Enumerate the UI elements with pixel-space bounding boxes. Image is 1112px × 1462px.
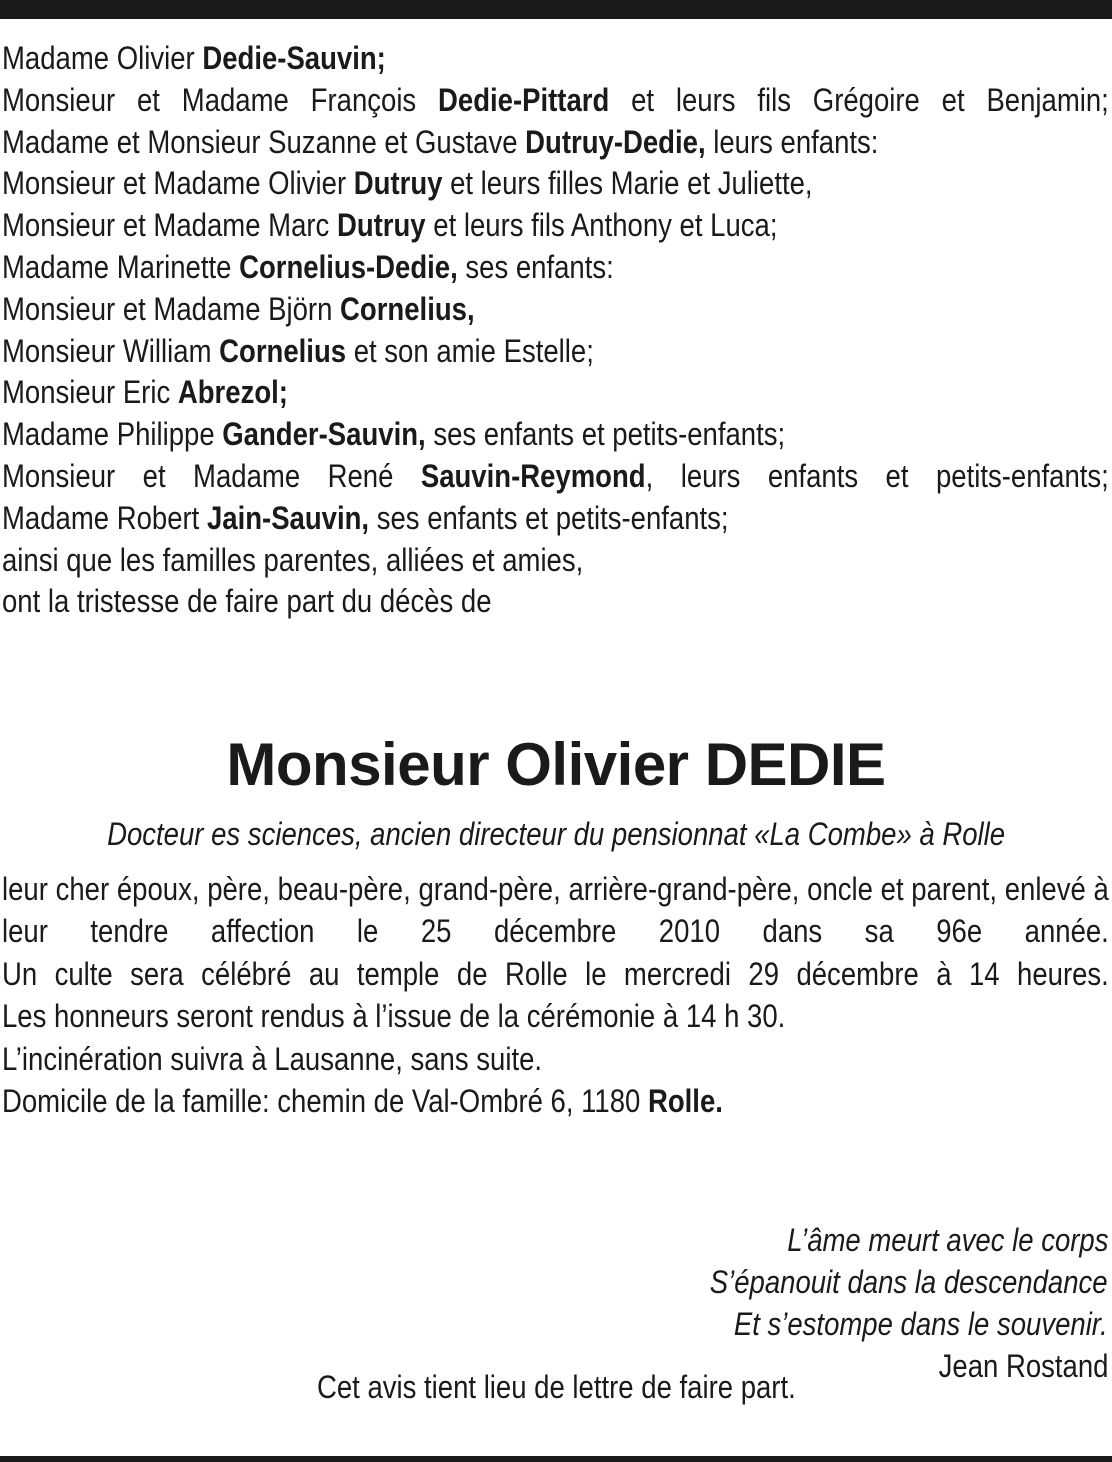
family-line-text: , leurs enfants et petits-enfants; (645, 457, 1109, 494)
family-line-name: Jain-Sauvin, (206, 499, 370, 536)
quote-block (408, 1219, 1108, 1387)
family-line-text: et leurs fils Grégoire et Benjamin; (609, 81, 1109, 118)
family-line-text: et leurs filles Marie et Juliette, (442, 165, 813, 202)
family-line-name: Cornelius, (340, 290, 475, 327)
address-town: Rolle. (647, 1083, 723, 1120)
family-line-name: Dedie-Sauvin; (202, 40, 386, 76)
family-line-text: Madame Olivier (2, 40, 203, 76)
family-line-name: Dutruy (336, 207, 426, 244)
family-line-name: Dutruy-Dedie, (525, 123, 706, 160)
announcement-paragraph: leur cher époux, père, beau-père, grand-père, arrière-grand-père, oncle et parent, enlevé à leur tendre affection le 25 décembre 2010 dans sa 96e année. (2, 871, 1109, 950)
family-line (2, 122, 1109, 164)
family-line (2, 205, 1109, 247)
family-line (2, 247, 1109, 289)
quote-line-text: Et s’estompe dans le souvenir. (734, 1306, 1108, 1342)
family-line-text: Monsieur William (2, 332, 220, 369)
family-line-name: Cornelius-Dedie, (239, 248, 458, 285)
announcement-paragraph: Un culte sera célébré au temple de Rolle le mercredi 29 décembre à 14 heures. (2, 955, 1109, 992)
family-line-name: Dedie-Pittard (438, 81, 610, 118)
quote-line-text: S’épanouit dans la descendance (710, 1264, 1108, 1300)
announcement-paragraph: L’incinération suivra à Lausanne, sans suite. (2, 1040, 543, 1077)
family-line-text: Monsieur Eric (2, 374, 178, 411)
family-line-text: leurs enfants: (705, 123, 879, 160)
family-line-text: Madame et Monsieur Suzanne et Gustave (2, 123, 526, 160)
announcement-body (2, 868, 1109, 1122)
family-line-text: Madame Philippe (2, 416, 223, 453)
family-line (2, 331, 1109, 373)
announcement-paragraph (2, 1080, 1109, 1122)
family-list (2, 38, 1109, 623)
announcement-paragraph: Les honneurs seront rendus à l’issue de la cérémonie à 14 h 30. (2, 998, 786, 1035)
quote-line-text: L’âme meurt avec le corps (786, 1222, 1108, 1258)
family-line-text: ses enfants et petits-enfants; (425, 416, 786, 453)
family-line (2, 163, 1109, 205)
family-line (2, 456, 1109, 498)
family-line (2, 289, 1109, 331)
footer-note-text: Cet avis tient lieu de lettre de faire part. (316, 1369, 796, 1405)
family-line-text: Monsieur et Madame François (2, 81, 439, 118)
quote-line (408, 1219, 1108, 1261)
family-line-text: Madame Robert (2, 499, 207, 536)
family-line-name: Sauvin-Reymond (420, 457, 646, 494)
footer-note (0, 1366, 1112, 1408)
family-line (2, 80, 1109, 122)
family-line-text: Monsieur et Madame Marc (2, 207, 337, 244)
closing-line: ainsi que les familles parentes, alliées et amies, (2, 541, 584, 578)
family-line (2, 372, 1109, 414)
family-line-name: Abrezol; (177, 374, 288, 411)
family-line-text: et son amie Estelle; (346, 332, 594, 369)
family-line-text: Monsieur et Madame René (2, 457, 421, 494)
family-line (2, 38, 1109, 80)
family-line-text: Madame Marinette (2, 248, 240, 285)
family-line-name: Gander-Sauvin, (222, 416, 426, 453)
deceased-title (0, 813, 1112, 855)
address-text: Domicile de la famille: chemin de Val-Ombré 6, 1180 (2, 1083, 648, 1120)
family-line (2, 414, 1109, 456)
bottom-rule (0, 1456, 1112, 1462)
quote-author-text: Jean Rostand (938, 1348, 1108, 1384)
closing-line: ont la tristesse de faire part du décès de (2, 583, 492, 620)
top-rule (0, 0, 1112, 19)
deceased-title-text: Docteur es sciences, ancien directeur du pensionnat «La Combe» à Rolle (106, 816, 1005, 852)
family-line-text: Monsieur et Madame Olivier (2, 165, 354, 202)
quote-line (408, 1261, 1108, 1303)
deceased-name: Monsieur Olivier DEDIE (226, 731, 886, 798)
family-line-text: ses enfants et petits-enfants; (369, 499, 729, 536)
family-line-name: Dutruy (353, 165, 443, 202)
quote-line (408, 1303, 1108, 1345)
family-line-text: et leurs fils Anthony et Luca; (425, 207, 778, 244)
family-line-text: Monsieur et Madame Björn (2, 290, 341, 327)
family-line (2, 498, 1109, 540)
family-line-text: ses enfants: (457, 248, 614, 285)
family-line-name: Cornelius (219, 332, 347, 369)
